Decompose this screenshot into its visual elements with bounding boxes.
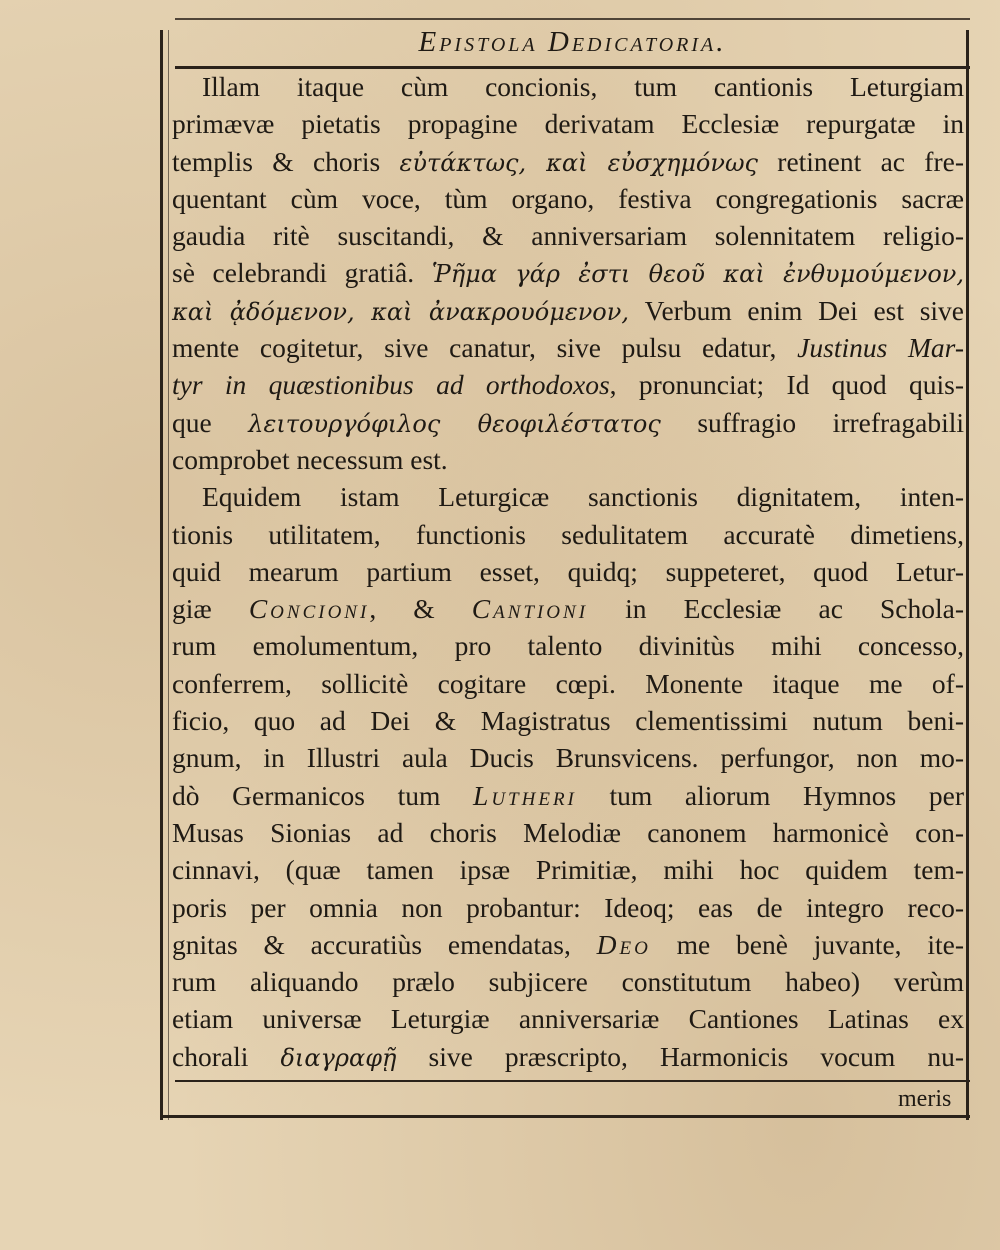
text-line xyxy=(172,441,964,478)
text-line xyxy=(172,851,964,888)
text-line-content xyxy=(172,1000,964,1037)
text-line xyxy=(172,105,964,142)
text-line xyxy=(172,329,964,366)
bottom-rule xyxy=(175,1080,970,1082)
text-line xyxy=(172,889,964,926)
text-line xyxy=(172,702,964,739)
text-line-content xyxy=(172,516,964,553)
text-line-content xyxy=(172,702,964,739)
latin-text: me benè juvante, ite- xyxy=(650,928,964,960)
left-frame-inner-rule xyxy=(168,30,169,1120)
text-line xyxy=(172,1000,964,1037)
text-line xyxy=(172,627,964,664)
emphasis-text: tyr in quæstionibus ad orthodoxos xyxy=(172,369,610,401)
top-rule xyxy=(175,18,970,20)
emphasis-text: Concioni xyxy=(248,593,370,625)
greek-text: εὐτάκτως, καὶ εὐσχημόνως xyxy=(399,148,758,177)
text-line xyxy=(172,217,964,254)
text-line xyxy=(172,553,964,590)
latin-text: gnum, in Illustri aula Ducis Brunsvicens. perfungor, non mo- xyxy=(172,742,964,774)
text-line-content xyxy=(172,180,964,217)
latin-text: templis & choris xyxy=(172,145,400,177)
text-line xyxy=(172,814,964,851)
text-line-content xyxy=(172,851,964,888)
text-line-content xyxy=(172,777,964,814)
latin-text: gaudia ritè suscitandi, & anniversariam solennitatem religio- xyxy=(172,220,964,252)
latin-text: ficio, quo ad Dei & Magistratus clementissimi nutum beni- xyxy=(172,705,964,737)
latin-text: sè celebrandi gratiâ. xyxy=(172,257,432,289)
latin-text: dò Germanicos tum xyxy=(172,779,474,811)
text-line-content xyxy=(172,366,964,403)
text-line-content xyxy=(172,444,448,475)
latin-text: quentant cùm voce, tùm organo, festiva congregationis sacræ xyxy=(172,182,964,214)
text-line-content xyxy=(172,889,964,926)
text-line-content xyxy=(172,590,964,627)
latin-text: Equidem istam Leturgicæ sanctionis dignitatem, inten- xyxy=(202,481,964,513)
greek-text: διαγραφῇ xyxy=(280,1043,397,1072)
latin-text: gnitas & accuratiùs emendatas, xyxy=(172,928,597,960)
text-line-content xyxy=(202,68,964,105)
text-line-content xyxy=(172,105,964,142)
text-line xyxy=(172,665,964,702)
text-line-content xyxy=(172,665,964,702)
text-line xyxy=(172,516,964,553)
text-line xyxy=(172,180,964,217)
text-line xyxy=(172,777,964,814)
latin-text: quid mearum partium esset, quidq; suppeteret, quod Letur- xyxy=(172,555,964,587)
latin-text: tum aliorum Hymnos per xyxy=(576,779,964,811)
text-line-content xyxy=(172,814,964,851)
text-line-content xyxy=(172,217,964,254)
left-frame-rule xyxy=(160,30,163,1120)
greek-text: Ῥῆμα γάρ ἐστι θεοῦ καὶ ἐνθυμούμενον, xyxy=(431,260,964,289)
emphasis-text: Justinus Mar- xyxy=(797,332,964,364)
latin-text: Verbum enim Dei est sive xyxy=(628,294,964,326)
latin-text: etiam universæ Leturgiæ anniversariæ Cantiones Latinas ex xyxy=(172,1003,964,1035)
latin-text: poris per omnia non probantur: Ideoq; eas de integro reco- xyxy=(172,891,964,923)
text-line xyxy=(172,68,964,105)
text-line-content xyxy=(172,143,964,182)
latin-text: , pronunciat; Id quod quis- xyxy=(609,369,964,401)
greek-text: λειτουργόφιλος θεοφιλέστατος xyxy=(248,409,661,438)
catchword: meris xyxy=(898,1086,952,1112)
text-line-content xyxy=(172,404,964,443)
emphasis-text: Cantioni xyxy=(471,593,589,625)
latin-text: Illam itaque cùm concionis, tum cantionis Leturgiam xyxy=(202,71,964,102)
text-line xyxy=(172,590,964,627)
latin-text: retinent ac fre- xyxy=(757,145,964,177)
latin-text: in Ecclesiæ ac Schola- xyxy=(588,593,965,625)
text-line-content xyxy=(172,254,964,293)
emphasis-text: Deo xyxy=(596,928,651,960)
text-line-content xyxy=(172,963,964,1000)
text-line-content xyxy=(172,926,964,963)
latin-text: chorali xyxy=(172,1040,281,1072)
text-line xyxy=(172,739,964,776)
text-line xyxy=(172,926,964,963)
latin-text: primævæ pietatis propagine derivatam Ecclesiæ repurgatæ in xyxy=(172,108,964,140)
latin-text: tionis utilitatem, functionis sedulitatem accuratè dimetiens, xyxy=(172,518,964,550)
latin-text: conferrem, sollicitè cogitare cœpi. Monente itaque me of- xyxy=(172,667,964,699)
body-text xyxy=(172,68,964,1075)
text-line xyxy=(172,366,964,403)
latin-text: rum aliquando prælo subjicere constitutum habeo) verùm xyxy=(172,966,964,998)
latin-text: cinnavi, (quæ tamen ipsæ Primitiæ, mihi hoc quidem tem- xyxy=(172,854,964,886)
text-line-content xyxy=(172,1038,964,1077)
text-line-content xyxy=(172,739,964,776)
latin-text: sive præscripto, Harmonicis vocum nu- xyxy=(396,1040,964,1072)
bottom-frame-rule xyxy=(160,1115,970,1118)
text-line xyxy=(172,1038,964,1075)
text-line xyxy=(172,292,964,329)
text-line xyxy=(172,963,964,1000)
text-line xyxy=(172,143,964,180)
text-line-content xyxy=(202,478,964,515)
running-head: Epistola Dedicatoria. xyxy=(418,26,727,58)
text-line xyxy=(172,478,964,515)
text-line-content xyxy=(172,292,964,331)
text-line xyxy=(172,404,964,441)
latin-text: , & xyxy=(369,593,472,625)
latin-text: que xyxy=(172,406,249,438)
latin-text: giæ xyxy=(172,593,249,625)
latin-text: rum emolumentum, pro talento divinitùs mihi concesso, xyxy=(172,630,964,662)
latin-text: comprobet necessum est. xyxy=(172,443,448,475)
latin-text: suffragio irrefragabili xyxy=(660,406,964,438)
latin-text: Musas Sionias ad choris Melodiæ canonem harmonicè con- xyxy=(172,816,964,848)
greek-text: καὶ ᾀδόμενον, καὶ ἀνακρουόμενον, xyxy=(172,297,629,326)
text-line-content xyxy=(172,553,964,590)
emphasis-text: Lutheri xyxy=(473,779,577,811)
latin-text: mente cogitetur, sive canatur, sive pulsu edatur, xyxy=(172,332,798,364)
text-line-content xyxy=(172,329,964,366)
right-frame-rule xyxy=(966,30,969,1120)
text-line-content xyxy=(172,627,964,664)
text-line xyxy=(172,254,964,291)
